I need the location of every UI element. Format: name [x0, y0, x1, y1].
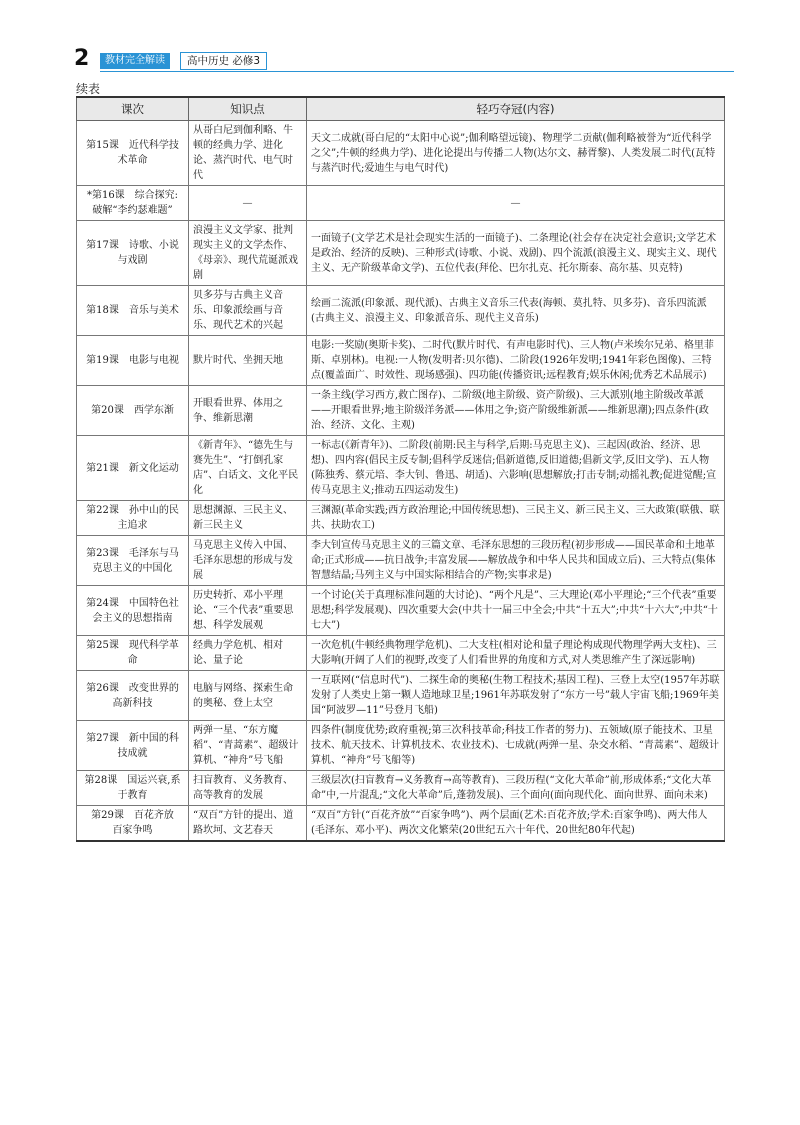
column-header-content: 轻巧夺冠(内容)	[307, 97, 725, 121]
knowledge-cell: 《新青年》、“德先生与赛先生”、“打倒孔家店”、白话文、文化平民化	[189, 436, 307, 501]
knowledge-cell: 从哥白尼到伽利略、牛顿的经典力学、进化论、蒸汽时代、电气时代	[189, 121, 307, 186]
knowledge-cell: 开眼看世界、体用之争、维新思潮	[189, 386, 307, 436]
content-cell: 绘画二流派(印象派、现代派)、古典主义音乐三代表(海顿、莫扎特、贝多芬)、音乐四流派(古典主义、浪漫主义、印象派音乐、现代主义音乐)	[307, 286, 725, 336]
book-tag: 高中历史 必修3	[180, 52, 267, 70]
lesson-table	[76, 96, 725, 842]
knowledge-cell: 经典力学危机、相对论、量子论	[189, 636, 307, 671]
table-row	[77, 386, 725, 436]
lesson-cell: 第19课 电影与电视	[77, 336, 189, 386]
continued-label: 续表	[76, 82, 101, 96]
header-rule	[100, 71, 734, 72]
table-row	[77, 436, 725, 501]
content-cell: 电影:一奖励(奥斯卡奖)、二时代(默片时代、有声电影时代)、三人物(卢米埃尔兄弟、格里菲斯、卓别林)。电视:一人物(发明者:贝尔德)、二阶段(1926年发明;1941年彩色图像)、三特点(覆盖面广、时效性、现场感强)、四功能(传播资讯;远程教育;娱乐休闲;优秀艺术品展示)	[307, 336, 725, 386]
column-header-knowledge: 知识点	[189, 97, 307, 121]
table-row	[77, 501, 725, 536]
table-row	[77, 221, 725, 286]
table-row	[77, 336, 725, 386]
column-header-lesson: 课次	[77, 97, 189, 121]
lesson-cell: 第28课 国运兴衰,系于教育	[77, 771, 189, 806]
content-cell: 三渊源(革命实践;西方政治理论;中国传统思想)、三民主义、新三民主义、三大政策(联俄、联共、扶助农工)	[307, 501, 725, 536]
lesson-cell: 第24课 中国特色社会主义的思想指南	[77, 586, 189, 636]
knowledge-cell: 扫盲教育、义务教育、高等教育的发展	[189, 771, 307, 806]
lesson-cell: 第21课 新文化运动	[77, 436, 189, 501]
content-cell: 一次危机(牛顿经典物理学危机)、二大支柱(相对论和量子理论构成现代物理学两大支柱)、三大影响(开阔了人们的视野,改变了人们看世界的角度和方式,对人类思维产生了深远影响)	[307, 636, 725, 671]
table-row	[77, 121, 725, 186]
table-row	[77, 586, 725, 636]
page-header	[74, 46, 734, 74]
content-cell: 三级层次(扫盲教育→义务教育→高等教育)、三段历程(“文化大革命”前,形成体系;“文化大革命”中,一片混乱;“文化大革命”后,蓬勃发展)、三个面向(面向现代化、面向世界、面向未来)	[307, 771, 725, 806]
knowledge-cell: “双百”方针的提出、道路坎坷、文艺春天	[189, 806, 307, 842]
lesson-cell: 第23课 毛泽东与马克思主义的中国化	[77, 536, 189, 586]
content-cell: 天文二成就(哥白尼的“太阳中心说”;伽利略望远镜)、物理学二贡献(伽利略被誉为“近代科学之父”;牛顿的经典力学)、进化论提出与传播二人物(达尔文、赫胥黎)、人类发展二时代(瓦特与蒸汽时代;爱迪生与电气时代)	[307, 121, 725, 186]
table-row	[77, 286, 725, 336]
knowledge-cell: 历史转折、邓小平理论、“三个代表”重要思想、科学发展观	[189, 586, 307, 636]
lesson-cell: 第29课 百花齐放 百家争鸣	[77, 806, 189, 842]
page-number: 2	[74, 46, 90, 71]
lesson-cell: 第25课 现代科学革命	[77, 636, 189, 671]
lesson-cell: 第20课 西学东渐	[77, 386, 189, 436]
knowledge-cell: 两弹一星、“东方魔稻”、“青蒿素”、超级计算机、“神舟”号飞船	[189, 721, 307, 771]
knowledge-cell: 思想渊源、三民主义、新三民主义	[189, 501, 307, 536]
content-cell: “双百”方针(“百花齐放”“百家争鸣”)、两个层面(艺术:百花齐放;学术:百家争鸣)、两大伟人(毛泽东、邓小平)、两次文化繁荣(20世纪五六十年代、20世纪80年代起)	[307, 806, 725, 842]
knowledge-cell: 浪漫主义文学家、批判现实主义的文学杰作、《母亲》、现代荒诞派戏剧	[189, 221, 307, 286]
table-row	[77, 636, 725, 671]
lesson-cell: 第17课 诗歌、小说与戏剧	[77, 221, 189, 286]
table-row	[77, 536, 725, 586]
lesson-cell: *第16课 综合探究:破解“李约瑟难题”	[77, 186, 189, 221]
content-cell: —	[307, 186, 725, 221]
table-row	[77, 671, 725, 721]
content-cell: 李大钊宣传马克思主义的三篇文章、毛泽东思想的三段历程(初步形成——国民革命和土地革命;正式形成——抗日战争;丰富发展——解放战争和中华人民共和国成立后)、三大特点(集体智慧结晶;马列主义与中国实际相结合的产物;实事求是)	[307, 536, 725, 586]
knowledge-cell: 马克思主义传入中国、毛泽东思想的形成与发展	[189, 536, 307, 586]
content-cell: 一标志(《新青年》)、二阶段(前期:民主与科学,后期:马克思主义)、三起因(政治、经济、思想)、四内容(倡民主反专制;倡科学反迷信;倡新道德,反旧道德;倡新文学,反旧文学)、五人物(陈独秀、蔡元培、李大钊、鲁迅、胡适)、六影响(思想解放;打击专制;动摇礼教;促进觉醒;宣传马克思主义;推动五四运动发生)	[307, 436, 725, 501]
content-cell: 四条件(制度优势;政府重视;第三次科技革命;科技工作者的努力)、五领域(原子能技术、卫星技术、航天技术、计算机技术、农业技术)、七成就(两弹一星、杂交水稻、“青蒿素”、超级计算机、“神舟”号飞船等)	[307, 721, 725, 771]
table-row	[77, 806, 725, 842]
knowledge-cell: 默片时代、坐拥天地	[189, 336, 307, 386]
lesson-cell: 第27课 新中国的科技成就	[77, 721, 189, 771]
table-row	[77, 771, 725, 806]
table-row	[77, 721, 725, 771]
lesson-cell: 第15课 近代科学技术革命	[77, 121, 189, 186]
content-cell: 一个讨论(关于真理标准问题的大讨论)、“两个凡是”、三大理论(邓小平理论;“三个代表”重要思想;科学发展观)、四次重要大会(中共十一届三中全会;中共“十五大”;中共“十六大”;中共“十七大”)	[307, 586, 725, 636]
content-cell: 一条主线(学习西方,救亡图存)、二阶级(地主阶级、资产阶级)、三大派别(地主阶级改革派——开眼看世界;地主阶级洋务派——体用之争;资产阶级维新派——维新思潮);四点条件(政治、经济、文化、主观)	[307, 386, 725, 436]
series-tag: 教材完全解读	[100, 53, 170, 69]
lesson-cell: 第22课 孙中山的民主追求	[77, 501, 189, 536]
content-cell: 一面镜子(文学艺术是社会现实生活的一面镜子)、二条理论(社会存在决定社会意识;文学艺术是政治、经济的反映)、三种形式(诗歌、小说、戏剧)、四个流派(浪漫主义、现实主义、现代主义、无产阶级革命文学)、五位代表(拜伦、巴尔扎克、托尔斯泰、高尔基、贝克特)	[307, 221, 725, 286]
knowledge-cell: 电脑与网络、探索生命的奥秘、登上太空	[189, 671, 307, 721]
content-cell: 一互联网(“信息时代”)、二探生命的奥秘(生物工程技术;基因工程)、三登上太空(1957年苏联发射了人类史上第一颗人造地球卫星;1961年苏联发射了“东方一号”载人宇宙飞船;1969年美国“阿波罗—11”号登月飞船)	[307, 671, 725, 721]
table-header-row	[77, 97, 725, 121]
lesson-cell: 第18课 音乐与美术	[77, 286, 189, 336]
knowledge-cell: 贝多芬与古典主义音乐、印象派绘画与音乐、现代艺术的兴起	[189, 286, 307, 336]
table-row	[77, 186, 725, 221]
knowledge-cell: —	[189, 186, 307, 221]
lesson-cell: 第26课 改变世界的高新科技	[77, 671, 189, 721]
